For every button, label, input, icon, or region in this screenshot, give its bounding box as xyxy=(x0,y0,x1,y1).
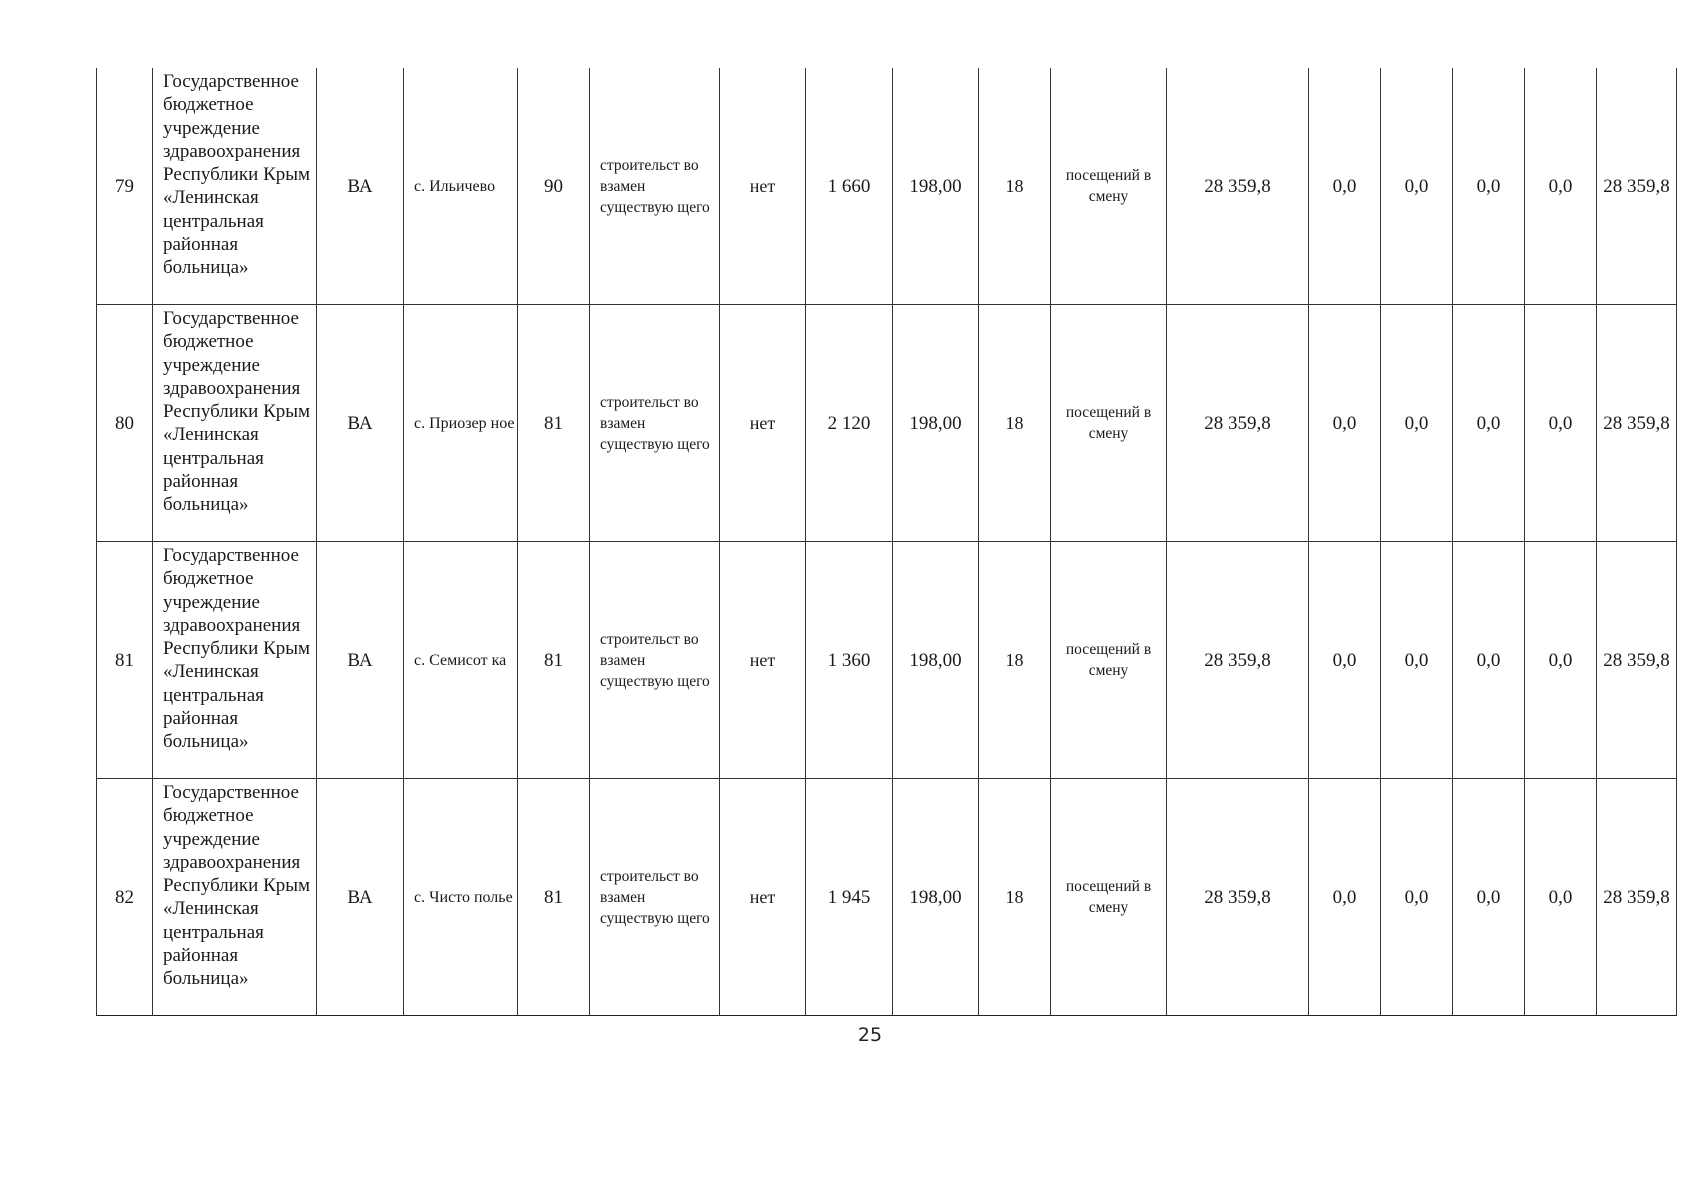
grand-total-cell: 28 359,8 xyxy=(1597,305,1677,542)
row-number-cell: 79 xyxy=(97,68,153,305)
flag-cell: нет xyxy=(720,542,806,779)
flag-cell: нет xyxy=(720,68,806,305)
capacity-cell: 81 xyxy=(518,542,590,779)
row-number-cell: 81 xyxy=(97,542,153,779)
organization-name-cell: Государственное бюджетное учреждение здравоохранения Республики Крым «Ленинская центральная районная больница» xyxy=(153,68,317,305)
value-2-cell: 0,0 xyxy=(1381,68,1453,305)
unit-cell: посещений в смену xyxy=(1051,779,1167,1016)
value-2-cell: 0,0 xyxy=(1381,779,1453,1016)
capacity-cell: 90 xyxy=(518,68,590,305)
value-4-cell: 0,0 xyxy=(1525,68,1597,305)
unit-cell: посещений в смену xyxy=(1051,68,1167,305)
area-cell: 1 660 xyxy=(806,68,893,305)
value-3-cell: 0,0 xyxy=(1453,68,1525,305)
location-cell: с. Ильичево xyxy=(404,68,518,305)
flag-cell: нет xyxy=(720,305,806,542)
table-row xyxy=(97,305,1677,542)
grand-total-cell: 28 359,8 xyxy=(1597,68,1677,305)
work-type-cell: строительст во взамен существую щего xyxy=(590,305,720,542)
work-type-cell: строительст во взамен существую щего xyxy=(590,542,720,779)
unit-cell: посещений в смену xyxy=(1051,305,1167,542)
value-1-cell: 0,0 xyxy=(1309,68,1381,305)
value-4-cell: 0,0 xyxy=(1525,779,1597,1016)
facilities-table xyxy=(96,68,1677,1016)
table-body xyxy=(97,68,1677,1016)
value-2-cell: 0,0 xyxy=(1381,305,1453,542)
work-type-cell: строительст во взамен существую щего xyxy=(590,779,720,1016)
row-number-cell: 80 xyxy=(97,305,153,542)
unit-cost-cell: 198,00 xyxy=(893,779,979,1016)
unit-cost-cell: 198,00 xyxy=(893,68,979,305)
value-4-cell: 0,0 xyxy=(1525,542,1597,779)
total-cost-cell: 28 359,8 xyxy=(1167,68,1309,305)
page-number: 25 xyxy=(857,1024,883,1046)
value-2-cell: 0,0 xyxy=(1381,542,1453,779)
facility-type-cell: ВА xyxy=(317,779,404,1016)
table-row xyxy=(97,68,1677,305)
facility-type-cell: ВА xyxy=(317,68,404,305)
total-cost-cell: 28 359,8 xyxy=(1167,779,1309,1016)
value-3-cell: 0,0 xyxy=(1453,779,1525,1016)
location-cell: с. Приозер ное xyxy=(404,305,518,542)
location-cell: с. Семисот ка xyxy=(404,542,518,779)
organization-name-cell: Государственное бюджетное учреждение здравоохранения Республики Крым «Ленинская центральная районная больница» xyxy=(153,305,317,542)
row-number-cell: 82 xyxy=(97,779,153,1016)
flag-cell: нет xyxy=(720,779,806,1016)
location-cell: с. Чисто полье xyxy=(404,779,518,1016)
unit-cell: посещений в смену xyxy=(1051,542,1167,779)
grand-total-cell: 28 359,8 xyxy=(1597,779,1677,1016)
area-cell: 1 360 xyxy=(806,542,893,779)
unit-cost-cell: 198,00 xyxy=(893,542,979,779)
count-cell: 18 xyxy=(979,68,1051,305)
work-type-cell: строительст во взамен существую щего xyxy=(590,68,720,305)
facility-type-cell: ВА xyxy=(317,305,404,542)
value-1-cell: 0,0 xyxy=(1309,305,1381,542)
unit-cost-cell: 198,00 xyxy=(893,305,979,542)
value-1-cell: 0,0 xyxy=(1309,779,1381,1016)
value-3-cell: 0,0 xyxy=(1453,542,1525,779)
area-cell: 1 945 xyxy=(806,779,893,1016)
value-4-cell: 0,0 xyxy=(1525,305,1597,542)
capacity-cell: 81 xyxy=(518,305,590,542)
area-cell: 2 120 xyxy=(806,305,893,542)
total-cost-cell: 28 359,8 xyxy=(1167,542,1309,779)
capacity-cell: 81 xyxy=(518,779,590,1016)
organization-name-cell: Государственное бюджетное учреждение здравоохранения Республики Крым «Ленинская центральная районная больница» xyxy=(153,779,317,1016)
value-3-cell: 0,0 xyxy=(1453,305,1525,542)
count-cell: 18 xyxy=(979,305,1051,542)
value-1-cell: 0,0 xyxy=(1309,542,1381,779)
table-row xyxy=(97,542,1677,779)
table-row xyxy=(97,779,1677,1016)
total-cost-cell: 28 359,8 xyxy=(1167,305,1309,542)
count-cell: 18 xyxy=(979,542,1051,779)
grand-total-cell: 28 359,8 xyxy=(1597,542,1677,779)
facility-type-cell: ВА xyxy=(317,542,404,779)
organization-name-cell: Государственное бюджетное учреждение здравоохранения Республики Крым «Ленинская центральная районная больница» xyxy=(153,542,317,779)
count-cell: 18 xyxy=(979,779,1051,1016)
